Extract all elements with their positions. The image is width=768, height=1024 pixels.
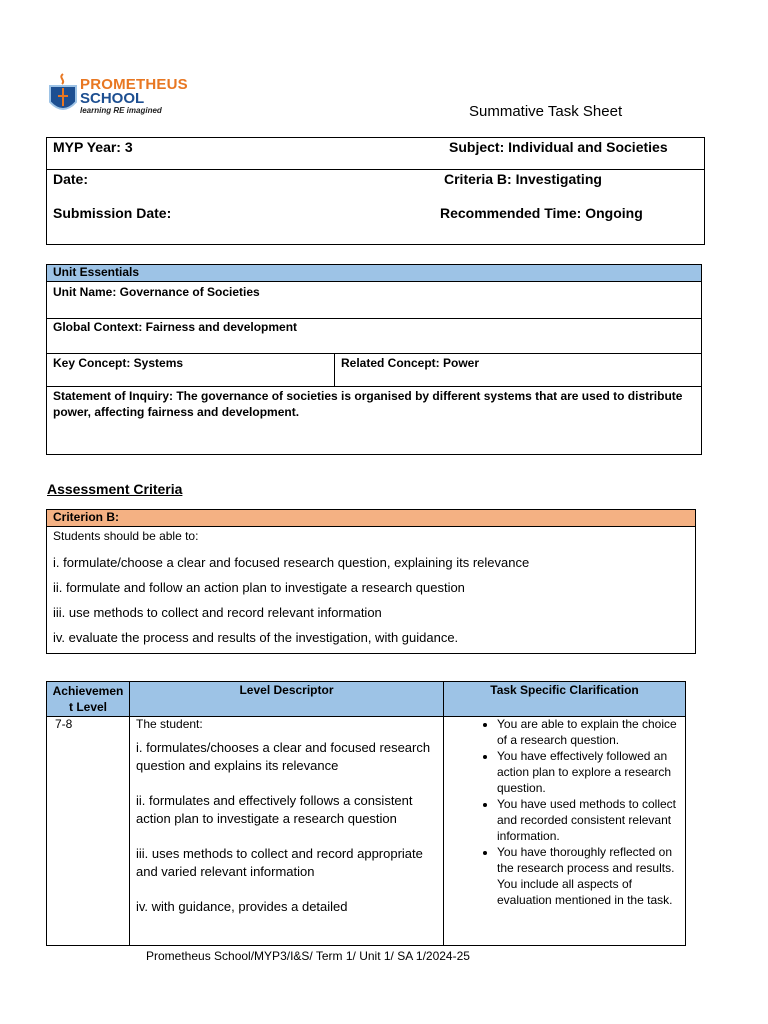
logo-line1: PROMETHEUS: [80, 76, 188, 93]
info-box: [46, 137, 705, 245]
criterion-item: ii. formulate and follow an action plan to investigate a research question: [53, 580, 465, 595]
clarification-item: • You have effectively followed an action plan to explore a research question.: [497, 748, 687, 796]
date-label: Date:: [53, 171, 89, 187]
clarification-list: [475, 716, 687, 908]
criterion-box: [46, 509, 696, 654]
header-achievement-level: Achievement Level: [52, 684, 124, 714]
key-concept: Key Concept: Systems: [53, 356, 184, 370]
descriptor-item: iii. uses methods to collect and record appropriate and varied relevant information: [136, 846, 423, 879]
achievement-level: 7-8: [55, 717, 73, 731]
school-crest-icon: [48, 72, 78, 116]
criterion-header: Criterion B:: [47, 510, 695, 527]
descriptor-item: iv. with guidance, provides a detailed: [136, 899, 348, 914]
unit-header: Unit Essentials: [47, 265, 701, 282]
myp-year: MYP Year: 3: [53, 139, 133, 155]
clarification-item: • You have thoroughly reflected on the research process and results. You include all aspects of evaluation mentioned in the task.: [497, 844, 687, 908]
submission-date: Submission Date:: [53, 205, 172, 221]
doc-title: Summative Task Sheet: [469, 103, 623, 120]
descriptor-item: i. formulates/chooses a clear and focused research question and explains its relevance: [136, 740, 431, 773]
criterion-item: iii. use methods to collect and record relevant information: [53, 605, 382, 620]
descriptor-item: ii. formulates and effectively follows a consistent action plan to investigate a research question: [136, 793, 413, 826]
descriptor-list: [136, 739, 441, 916]
criterion-item: iv. evaluate the process and results of the investigation, with guidance.: [53, 630, 459, 645]
assessment-heading: Assessment Criteria: [47, 481, 183, 497]
footer: Prometheus School/MYP3/I&S/ Term 1/ Unit 1/ SA 1/2024-25: [146, 949, 470, 963]
statement-of-inquiry: Statement of Inquiry: The governance of societies is organised by different systems that are used to distribute power, affecting fairness and development.: [53, 389, 683, 419]
clarification-item: • You are able to explain the choice of a research question.: [497, 716, 687, 748]
related-concept: Related Concept: Power: [341, 356, 480, 370]
criteria: Criteria B: Investigating: [444, 171, 602, 187]
logo-line2: SCHOOL: [80, 90, 145, 107]
descriptor-intro: The student:: [136, 717, 203, 731]
clarification-item: • You have used methods to collect and recorded consistent relevant information.: [497, 796, 687, 844]
unit-name: Unit Name: Governance of Societies: [53, 285, 260, 299]
subject: Subject: Individual and Societies: [449, 139, 668, 155]
global-context: Global Context: Fairness and development: [53, 320, 298, 334]
unit-essentials-table: [46, 264, 702, 455]
logo-tagline: learning RE imagined: [80, 106, 162, 115]
rubric-table: [46, 681, 686, 946]
recommended-time: Recommended Time: Ongoing: [440, 205, 643, 221]
criterion-intro: Students should be able to:: [53, 529, 199, 543]
header-level-descriptor: Level Descriptor: [239, 683, 334, 697]
header-task-clarification: Task Specific Clarification: [490, 683, 639, 697]
criterion-item: i. formulate/choose a clear and focused research question, explaining its relevance: [53, 555, 530, 570]
